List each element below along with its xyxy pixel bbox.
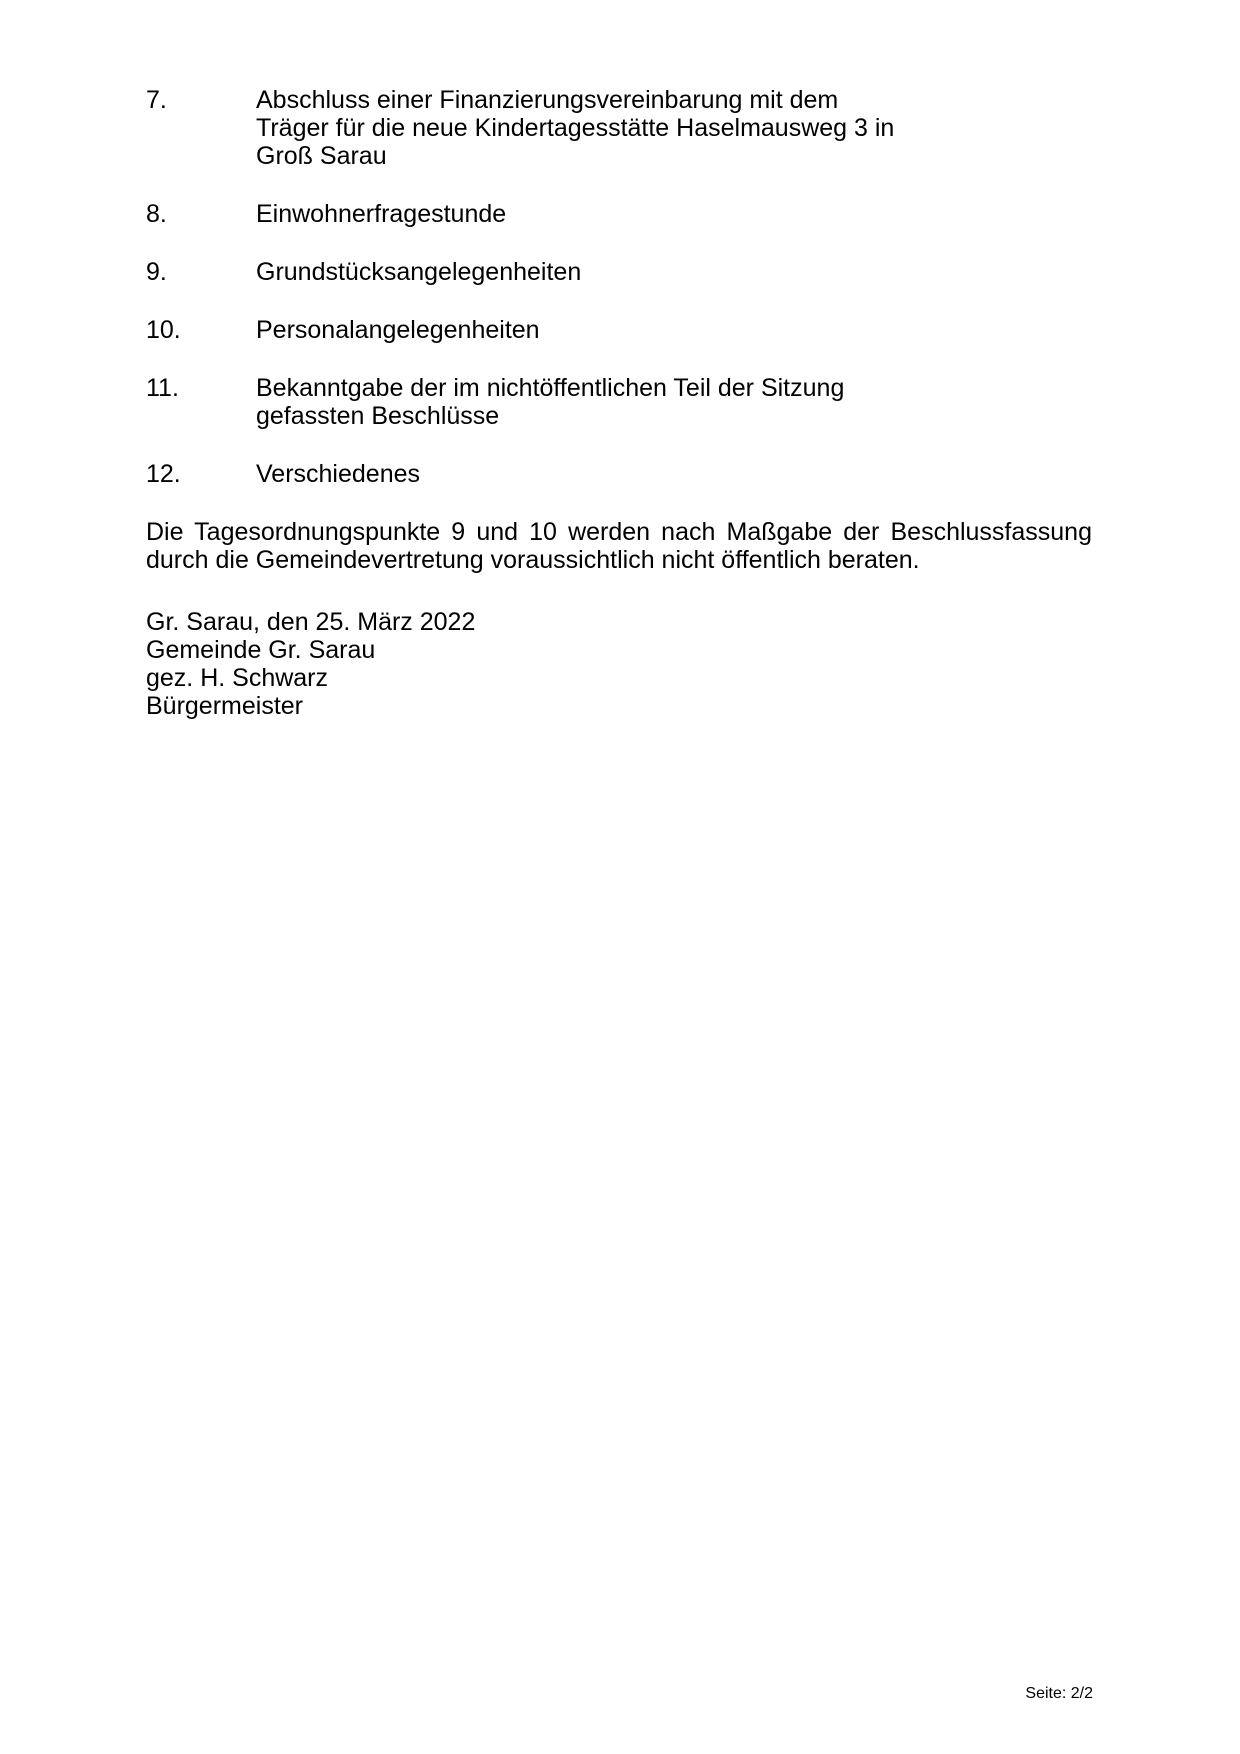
agenda-item-line: Träger für die neue Kindertagesstätte Haselmausweg 3 in [256, 114, 895, 142]
agenda-item [146, 460, 1092, 488]
agenda-item [146, 86, 1092, 170]
note-paragraph [146, 518, 1092, 574]
signature-line: gez. H. Schwarz [146, 664, 329, 692]
agenda-list [146, 86, 1092, 488]
agenda-item-line: Groß Sarau [256, 142, 387, 170]
agenda-item-number: 12. [146, 460, 181, 488]
agenda-item-number: 10. [146, 316, 181, 344]
signature-line: Gr. Sarau, den 25. März 2022 [146, 608, 476, 636]
agenda-item-text [256, 460, 1092, 488]
agenda-item [146, 200, 1092, 228]
signature-line: Bürgermeister [146, 692, 303, 720]
agenda-item [146, 374, 1092, 430]
agenda-item-text [256, 86, 1092, 170]
note-line: durch die Gemeindevertretung voraussichtlich nicht öffentlich beraten. [146, 546, 920, 574]
agenda-item-number: 7. [146, 86, 167, 114]
agenda-item-line: Einwohnerfragestunde [256, 200, 507, 228]
agenda-item [146, 316, 1092, 344]
agenda-item-text [256, 258, 1092, 286]
agenda-item-line: gefassten Beschlüsse [256, 402, 500, 430]
agenda-item-number: 11. [146, 374, 179, 402]
agenda-item-line: Personalangelegenheiten [256, 316, 540, 344]
page-number: Seite: 2/2 [1025, 1685, 1093, 1702]
agenda-item-text [256, 316, 1092, 344]
agenda-item-number: 8. [146, 200, 167, 228]
agenda-item-line: Verschiedenes [256, 460, 421, 488]
agenda-item-line: Abschluss einer Finanzierungsvereinbarung mit dem [256, 86, 839, 114]
signature-block [146, 608, 1092, 720]
signature-line: Gemeinde Gr. Sarau [146, 636, 376, 664]
agenda-item-text [256, 200, 1092, 228]
agenda-item [146, 258, 1092, 286]
note-line: Die Tagesordnungspunkte 9 und 10 werden nach Maßgabe der Beschlussfassung [146, 518, 1092, 546]
agenda-item-line: Grundstücksangelegenheiten [256, 258, 582, 286]
agenda-item-line: Bekanntgabe der im nichtöffentlichen Teil der Sitzung [256, 374, 845, 402]
agenda-item-number: 9. [146, 258, 167, 286]
document-body [146, 86, 1092, 720]
agenda-item-text [256, 374, 1092, 430]
